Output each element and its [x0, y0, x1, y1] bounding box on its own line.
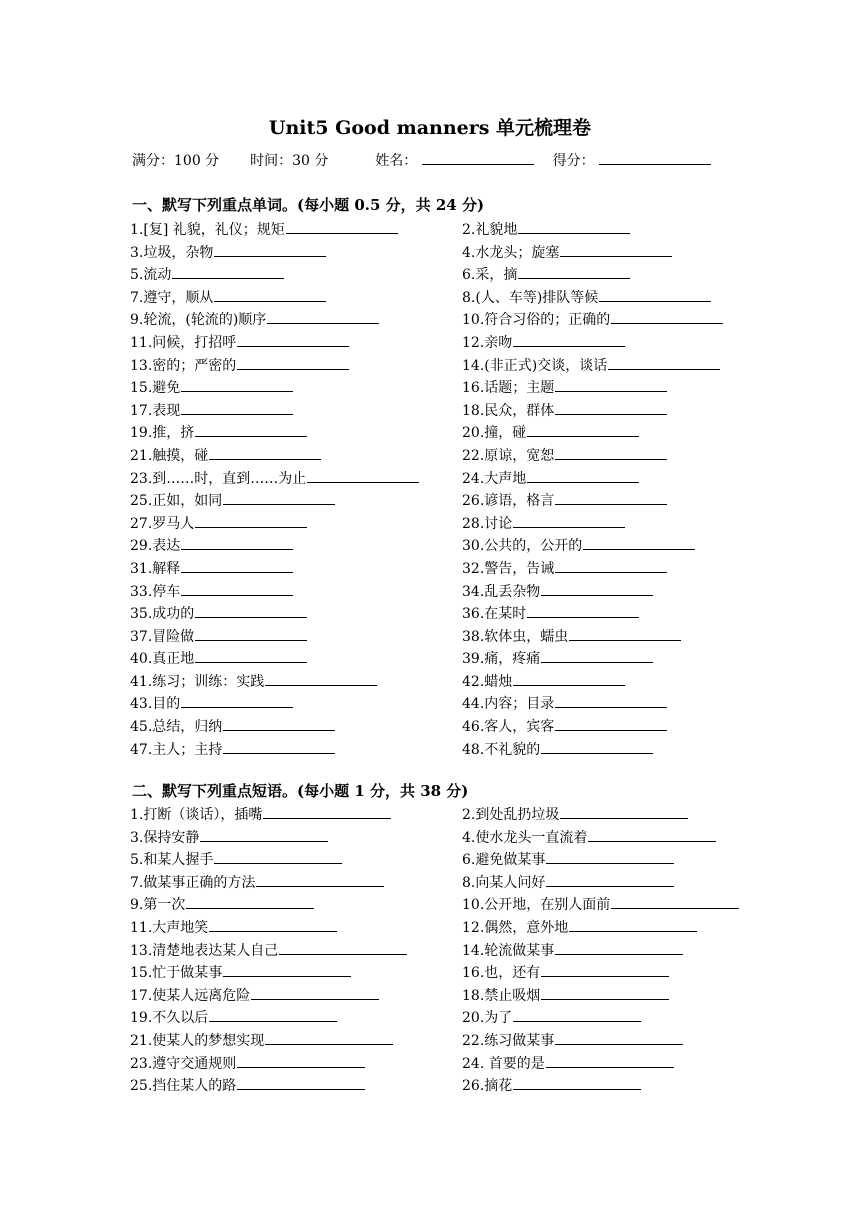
answer-blank[interactable] [527, 602, 639, 618]
item-prompt: 4.水龙头；旋塞 [462, 244, 560, 261]
list-item [462, 1029, 683, 1052]
answer-blank[interactable] [518, 263, 630, 279]
item-prompt: 24. 首要的是 [462, 1055, 545, 1072]
answer-blank[interactable] [237, 331, 349, 347]
answer-blank[interactable] [223, 738, 335, 754]
item-prompt: 4.使水龙头一直流着 [462, 829, 588, 846]
list-item [462, 848, 674, 871]
list-item [130, 1006, 337, 1029]
item-prompt: 10.公开地，在别人面前 [462, 897, 611, 914]
answer-blank[interactable] [223, 489, 335, 505]
item-prompt: 9.轮流，(轮流的)顺序 [130, 312, 267, 329]
answer-blank[interactable] [513, 512, 625, 528]
score-info-line [132, 150, 752, 172]
list-item [462, 512, 625, 535]
item-row [130, 1006, 750, 1029]
item-prompt: 22.练习做某事 [462, 1032, 555, 1049]
answer-blank[interactable] [555, 376, 667, 392]
item-prompt: 15.避免 [130, 380, 181, 397]
answer-blank[interactable] [209, 444, 321, 460]
score-label: 得分： [552, 153, 595, 169]
answer-blank[interactable] [237, 1074, 365, 1090]
answer-blank[interactable] [555, 557, 667, 573]
item-row [130, 489, 750, 512]
list-item [462, 939, 683, 962]
item-prompt: 13.清楚地表达某人自己 [130, 942, 279, 959]
answer-blank[interactable] [181, 376, 293, 392]
item-prompt: 36.在某时 [462, 606, 527, 623]
answer-blank[interactable] [541, 580, 653, 596]
answer-blank[interactable] [541, 647, 653, 663]
time-limit: 时间：30 分 [250, 153, 329, 169]
item-prompt: 41.练习；训练：实践 [130, 673, 265, 690]
item-prompt: 3.保持安静 [130, 829, 200, 846]
answer-blank[interactable] [181, 557, 293, 573]
list-item [462, 1006, 641, 1029]
list-item [462, 893, 739, 916]
answer-blank[interactable] [541, 738, 653, 754]
list-item [462, 376, 667, 399]
list-item [130, 738, 335, 761]
answer-blank[interactable] [513, 1006, 641, 1022]
item-row [130, 286, 750, 309]
answer-blank[interactable] [223, 715, 335, 731]
answer-blank[interactable] [527, 421, 639, 437]
list-item [462, 826, 716, 849]
list-item [462, 218, 630, 241]
item-row [130, 602, 750, 625]
item-prompt: 12.偶然，意外地 [462, 919, 569, 936]
list-item [462, 421, 639, 444]
item-prompt: 22.原谅，宽恕 [462, 447, 555, 464]
item-row [130, 218, 750, 241]
item-prompt: 14.轮流做某事 [462, 942, 555, 959]
list-item [130, 308, 379, 331]
item-row [130, 331, 750, 354]
answer-blank[interactable] [265, 670, 377, 686]
item-prompt: 39.痛，疼痛 [462, 651, 541, 668]
item-row [130, 1029, 750, 1052]
item-row [130, 715, 750, 738]
answer-blank[interactable] [181, 399, 293, 415]
item-prompt: 26.摘花 [462, 1078, 513, 1095]
answer-blank[interactable] [223, 961, 351, 977]
item-row [130, 467, 750, 490]
item-prompt: 6.采，摘 [462, 267, 518, 284]
list-item [462, 399, 667, 422]
item-prompt: 21.使某人的梦想实现 [130, 1032, 265, 1049]
list-item [462, 602, 639, 625]
item-prompt: 16.也，还有 [462, 965, 541, 982]
section1-heading: 一、默写下列重点单词。(每小题 0.5 分，共 24 分) [132, 196, 485, 214]
answer-blank[interactable] [527, 467, 639, 483]
list-item [462, 984, 669, 1007]
item-row [130, 399, 750, 422]
list-item [130, 848, 342, 871]
item-prompt: 23.遵守交通规则 [130, 1055, 237, 1072]
list-item [462, 871, 674, 894]
answer-blank[interactable] [583, 534, 695, 550]
answer-blank[interactable] [513, 1074, 641, 1090]
answer-blank[interactable] [608, 354, 720, 370]
answer-blank[interactable] [286, 218, 398, 234]
list-item [130, 354, 349, 377]
full-score: 满分：100 分 [132, 153, 220, 169]
list-item [462, 625, 681, 648]
item-row [130, 241, 750, 264]
item-prompt: 19.推，挤 [130, 425, 195, 442]
list-item [462, 916, 697, 939]
item-prompt: 44.内容；目录 [462, 696, 555, 713]
answer-blank[interactable] [513, 331, 625, 347]
answer-blank[interactable] [555, 692, 667, 708]
answer-blank[interactable] [555, 399, 667, 415]
answer-blank[interactable] [555, 939, 683, 955]
item-prompt: 1.打断（谈话），插嘴 [130, 807, 263, 823]
item-row [130, 580, 750, 603]
list-item [462, 467, 639, 490]
answer-blank[interactable] [541, 984, 669, 1000]
list-item [130, 580, 293, 603]
answer-blank[interactable] [214, 286, 326, 302]
item-row [130, 826, 750, 849]
answer-blank[interactable] [569, 625, 681, 641]
item-row [130, 354, 750, 377]
item-prompt: 33.停车 [130, 583, 181, 600]
list-item [130, 961, 351, 984]
item-prompt: 11.问候，打招呼 [130, 334, 237, 351]
list-item [462, 580, 653, 603]
answer-blank[interactable] [214, 848, 342, 864]
list-item [462, 803, 688, 826]
item-row [130, 376, 750, 399]
item-prompt: 9.第一次 [130, 897, 186, 914]
answer-blank[interactable] [195, 625, 307, 641]
item-row [130, 444, 750, 467]
item-prompt: 1.[复] 礼貌，礼仪；规矩 [130, 222, 285, 238]
item-row [130, 263, 750, 286]
list-item [130, 376, 293, 399]
item-row [130, 647, 750, 670]
list-item [130, 916, 337, 939]
worksheet-title: Unit5 Good manners 单元梳理卷 [268, 117, 592, 139]
item-row [130, 1052, 750, 1075]
item-prompt: 5.流动 [130, 267, 172, 284]
item-row [130, 803, 750, 826]
list-item [130, 534, 293, 557]
item-prompt: 14.(非正式)交谈，谈话 [462, 357, 608, 374]
answer-blank[interactable] [546, 1052, 674, 1068]
item-prompt: 3.垃圾，杂物 [130, 244, 214, 261]
answer-blank[interactable] [307, 467, 419, 483]
list-item [130, 286, 326, 309]
item-prompt: 29.表达 [130, 538, 181, 555]
item-prompt: 8.(人、车等)排队等候 [462, 289, 599, 306]
answer-blank[interactable] [195, 421, 307, 437]
item-prompt: 48.不礼貌的 [462, 741, 541, 758]
item-row [130, 308, 750, 331]
item-row [130, 625, 750, 648]
list-item [462, 331, 625, 354]
list-item [462, 354, 720, 377]
answer-blank[interactable] [555, 715, 667, 731]
answer-blank[interactable] [546, 848, 674, 864]
answer-blank[interactable] [209, 916, 337, 932]
item-prompt: 40.真正地 [130, 651, 195, 668]
list-item [462, 241, 672, 264]
item-prompt: 27.罗马人 [130, 515, 195, 532]
answer-blank[interactable] [555, 489, 667, 505]
list-item [130, 625, 307, 648]
list-item [130, 715, 335, 738]
name-blank[interactable] [422, 150, 534, 165]
list-item [130, 444, 321, 467]
list-item [462, 738, 653, 761]
answer-blank[interactable] [555, 444, 667, 460]
list-item [462, 534, 695, 557]
item-prompt: 30.公共的，公开的 [462, 538, 583, 555]
list-item [130, 421, 307, 444]
list-item [462, 308, 723, 331]
answer-blank[interactable] [569, 916, 697, 932]
list-item [130, 692, 293, 715]
item-row [130, 939, 750, 962]
list-item [462, 647, 653, 670]
list-item [130, 263, 284, 286]
list-item [130, 1074, 365, 1097]
list-item [130, 647, 307, 670]
item-prompt: 18.民众，群体 [462, 402, 555, 419]
item-prompt: 7.遵守，顺从 [130, 289, 214, 306]
answer-blank[interactable] [172, 263, 284, 279]
score-blank[interactable] [599, 150, 711, 165]
answer-blank[interactable] [611, 308, 723, 324]
item-prompt: 42.蜡烛 [462, 673, 513, 690]
item-prompt: 19.不久以后 [130, 1010, 209, 1027]
item-prompt: 25.正如，如同 [130, 493, 223, 510]
item-prompt: 5.和某人握手 [130, 852, 214, 869]
answer-blank[interactable] [200, 826, 328, 842]
answer-blank[interactable] [214, 241, 326, 257]
list-item [130, 871, 384, 894]
item-prompt: 18.禁止吸烟 [462, 987, 541, 1004]
list-item [130, 939, 407, 962]
list-item [462, 1052, 674, 1075]
item-prompt: 47.主人；主持 [130, 741, 223, 758]
item-prompt: 46.客人，宾客 [462, 719, 555, 736]
item-prompt: 7.做某事正确的方法 [130, 874, 256, 891]
answer-blank[interactable] [186, 893, 314, 909]
item-prompt: 37.冒险做 [130, 628, 195, 645]
answer-blank[interactable] [181, 580, 293, 596]
item-prompt: 43.目的 [130, 696, 181, 713]
answer-blank[interactable] [237, 354, 349, 370]
answer-blank[interactable] [611, 893, 739, 909]
item-row [130, 557, 750, 580]
item-prompt: 2.到处乱扔垃圾 [462, 807, 560, 823]
answer-blank[interactable] [560, 803, 688, 819]
answer-blank[interactable] [263, 803, 391, 819]
answer-blank[interactable] [181, 534, 293, 550]
answer-blank[interactable] [518, 218, 630, 234]
answer-blank[interactable] [555, 1029, 683, 1045]
answer-blank[interactable] [265, 1029, 393, 1045]
item-prompt: 45.总结，归纳 [130, 719, 223, 736]
list-item [130, 399, 293, 422]
list-item [462, 444, 667, 467]
item-row [130, 961, 750, 984]
item-prompt: 8.向某人问好 [462, 874, 546, 891]
answer-blank[interactable] [251, 984, 379, 1000]
item-row [130, 512, 750, 535]
answer-blank[interactable] [209, 1006, 337, 1022]
item-prompt: 15.忙于做某事 [130, 965, 223, 982]
list-item [130, 803, 391, 826]
item-row [130, 1074, 750, 1097]
answer-blank[interactable] [256, 871, 384, 887]
item-prompt: 38.软体虫，蠕虫 [462, 628, 569, 645]
answer-blank[interactable] [267, 308, 379, 324]
item-row [130, 670, 750, 693]
item-row [130, 871, 750, 894]
item-prompt: 20.为了 [462, 1010, 513, 1027]
answer-blank[interactable] [560, 241, 672, 257]
list-item [130, 331, 349, 354]
answer-blank[interactable] [546, 871, 674, 887]
phrase-list [130, 803, 750, 1097]
list-item [462, 1074, 641, 1097]
list-item [462, 961, 669, 984]
item-row [130, 421, 750, 444]
section2-heading: 二、默写下列重点短语。(每小题 1 分，共 38 分) [132, 782, 469, 800]
answer-blank[interactable] [588, 826, 716, 842]
answer-blank[interactable] [279, 939, 407, 955]
answer-blank[interactable] [513, 670, 625, 686]
list-item [462, 263, 630, 286]
list-item [462, 286, 711, 309]
item-row [130, 916, 750, 939]
item-prompt: 17.表现 [130, 402, 181, 419]
item-prompt: 25.挡住某人的路 [130, 1078, 237, 1095]
list-item [130, 984, 379, 1007]
list-item [462, 489, 667, 512]
list-item [130, 467, 419, 490]
answer-blank[interactable] [181, 692, 293, 708]
list-item [462, 670, 625, 693]
list-item [462, 557, 667, 580]
item-row [130, 984, 750, 1007]
list-item [130, 670, 377, 693]
list-item [130, 512, 307, 535]
item-prompt: 26.谚语，格言 [462, 493, 555, 510]
answer-blank[interactable] [195, 602, 307, 618]
list-item [130, 602, 307, 625]
answer-blank[interactable] [195, 512, 307, 528]
answer-blank[interactable] [599, 286, 711, 302]
list-item [130, 1029, 393, 1052]
list-item [462, 715, 667, 738]
item-prompt: 17.使某人远离危险 [130, 987, 251, 1004]
item-row [130, 738, 750, 761]
list-item [130, 893, 314, 916]
item-row [130, 692, 750, 715]
item-prompt: 13.密的；严密的 [130, 357, 237, 374]
item-prompt: 11.大声地笑 [130, 919, 209, 936]
item-prompt: 31.解释 [130, 560, 181, 577]
item-prompt: 24.大声地 [462, 470, 527, 487]
item-prompt: 23.到……时，直到……为止 [130, 470, 307, 487]
list-item [130, 557, 293, 580]
item-prompt: 6.避免做某事 [462, 852, 546, 869]
item-row [130, 848, 750, 871]
item-prompt: 28.讨论 [462, 515, 513, 532]
answer-blank[interactable] [237, 1052, 365, 1068]
item-prompt: 20.撞，碰 [462, 425, 527, 442]
list-item [462, 692, 667, 715]
answer-blank[interactable] [195, 647, 307, 663]
answer-blank[interactable] [541, 961, 669, 977]
item-row [130, 893, 750, 916]
item-prompt: 10.符合习俗的；正确的 [462, 312, 611, 329]
list-item [130, 826, 328, 849]
name-label: 姓名： [375, 153, 418, 169]
list-item [130, 241, 326, 264]
list-item [130, 1052, 365, 1075]
item-prompt: 21.触摸，碰 [130, 447, 209, 464]
item-prompt: 32.警告，告诫 [462, 560, 555, 577]
item-prompt: 16.话题；主题 [462, 380, 555, 397]
item-row [130, 534, 750, 557]
list-item [130, 218, 398, 241]
word-list [130, 218, 750, 760]
item-prompt: 35.成功的 [130, 606, 195, 623]
list-item [130, 489, 335, 512]
item-prompt: 34.乱丢杂物 [462, 583, 541, 600]
item-prompt: 2.礼貌地 [462, 222, 518, 238]
item-prompt: 12.亲吻 [462, 334, 513, 351]
